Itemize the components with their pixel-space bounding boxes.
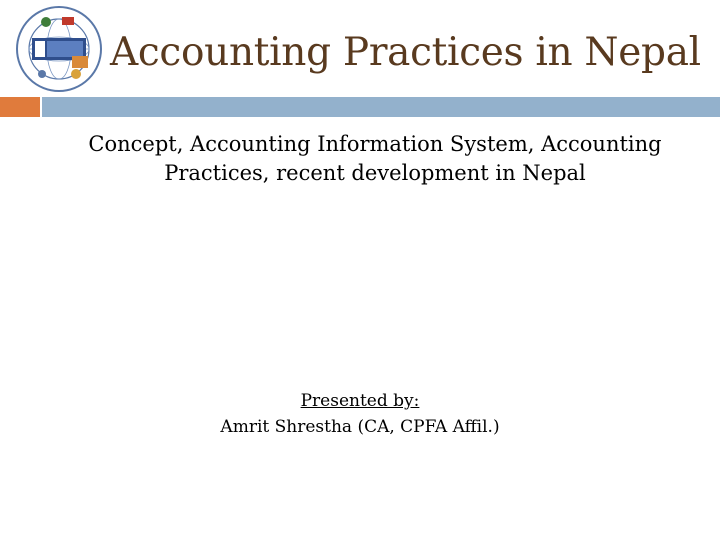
presenter-block	[0, 388, 720, 440]
accent-bar-left	[0, 97, 42, 117]
slide-title: Accounting Practices in Nepal	[110, 30, 701, 75]
presenter-name: Amrit Shrestha (CA, CPFA Affil.)	[220, 417, 500, 437]
institution-seal-icon	[10, 4, 108, 94]
accent-bar-divider	[40, 97, 42, 117]
slide-subtitle	[40, 130, 710, 188]
subtitle-line-1: Concept, Accounting Information System, Accounting	[88, 132, 662, 156]
subtitle-line-2: Practices, recent development in Nepal	[164, 161, 586, 185]
presented-by-label: Presented by:	[300, 391, 420, 411]
accent-bar-right	[42, 97, 720, 117]
